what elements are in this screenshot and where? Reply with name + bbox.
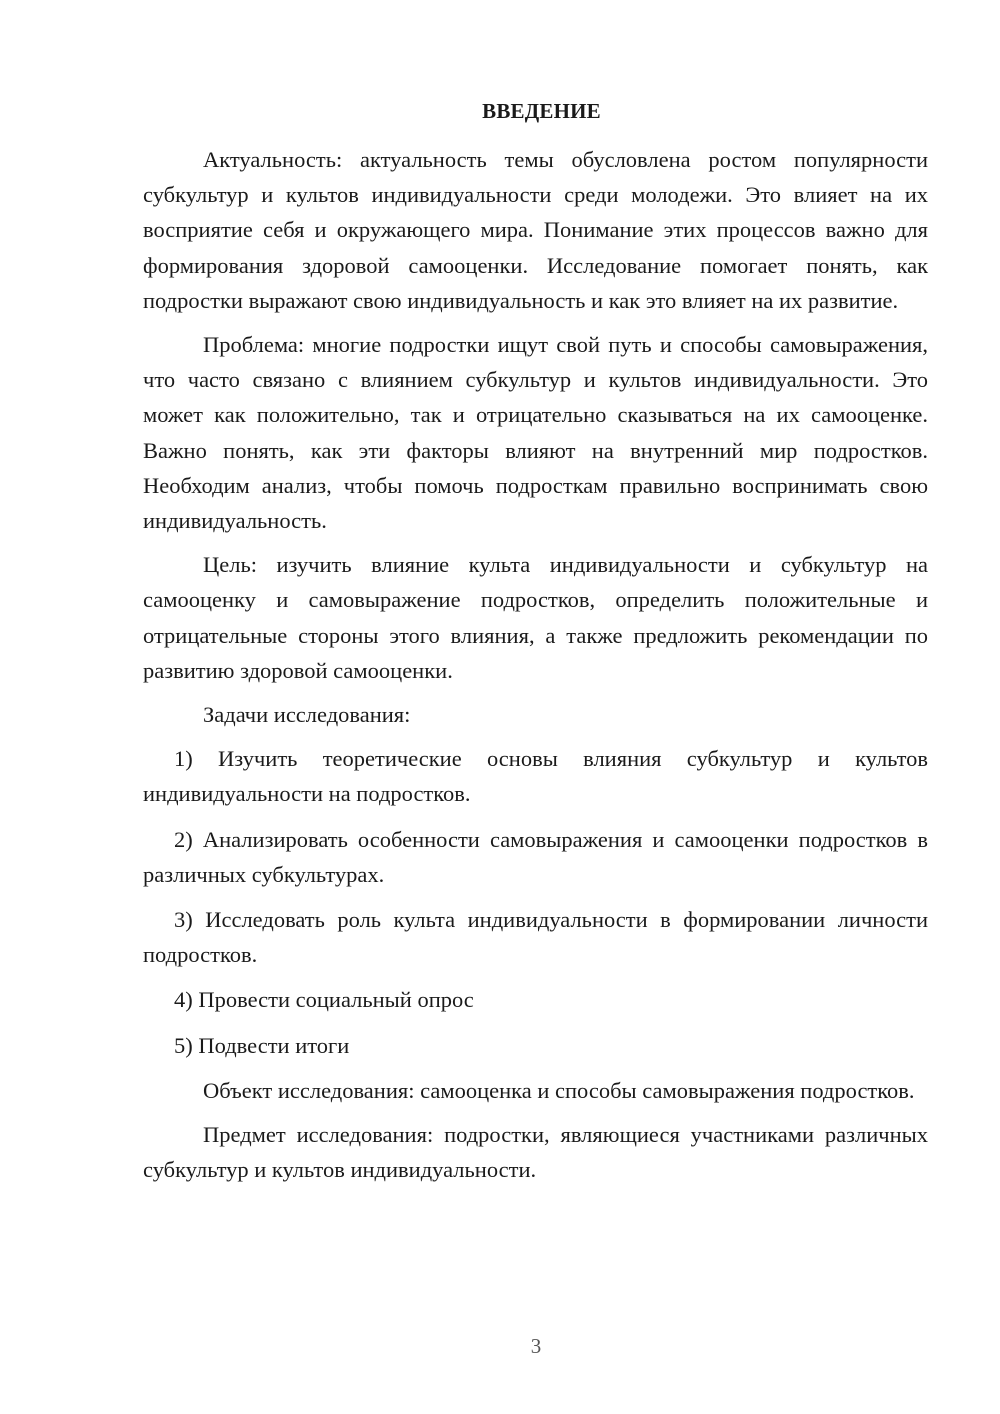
list-item: 2) Анализировать особенности самовыражения и самооценки подростков в различных субкультурах. [143,826,928,887]
document-page [143,94,928,1196]
page-number: 3 [530,1334,542,1358]
tasks-list [143,741,928,1063]
object-paragraph: Объект исследования: самооценка и способы самовыражения подростков. [203,1077,915,1103]
tasks-heading: Задачи исследования: [203,702,411,728]
problem-paragraph: Проблема: многие подростки ищут свой путь и способы самовыражения, что часто связано с влиянием субкультур и культов индивидуальности. Это может как положительно, так и отрицательно сказываться на их самооценке. Важно понять, как эти факторы влияют на внутренний мир подростков. Необходим анализ, чтобы помочь подросткам правильно воспринимать свою индивидуальность. [143,332,928,534]
goal-paragraph: Цель: изучить влияние культа индивидуальности и субкультур на самооценку и самовыражение подростков, определить положительные и отрицательные стороны этого влияния, а также предложить рекомендации по развитию здоровой самооценки. [143,552,928,683]
subject-paragraph: Предмет исследования: подростки, являющиеся участниками различных субкультур и культов индивидуальности. [143,1122,928,1183]
list-item: 5) Подвести итоги [174,1032,350,1058]
list-item: 1) Изучить теоретические основы влияния субкультур и культов индивидуальности на подростков. [143,746,928,807]
relevance-paragraph: Актуальность: актуальность темы обусловлена ростом популярности субкультур и культов индивидуальности среди молодежи. Это влияет на их восприятие себя и окружающего мира. Понимание этих процессов важно для формирования здоровой самооценки. Исследование помогает понять, как подростки выражают свою индивидуальность и как это влияет на их развитие. [143,147,928,313]
section-title: ВВЕДЕНИЕ [482,99,601,123]
list-item: 4) Провести социальный опрос [174,987,474,1013]
list-item: 3) Исследовать роль культа индивидуальности в формировании личности подростков. [143,907,928,968]
